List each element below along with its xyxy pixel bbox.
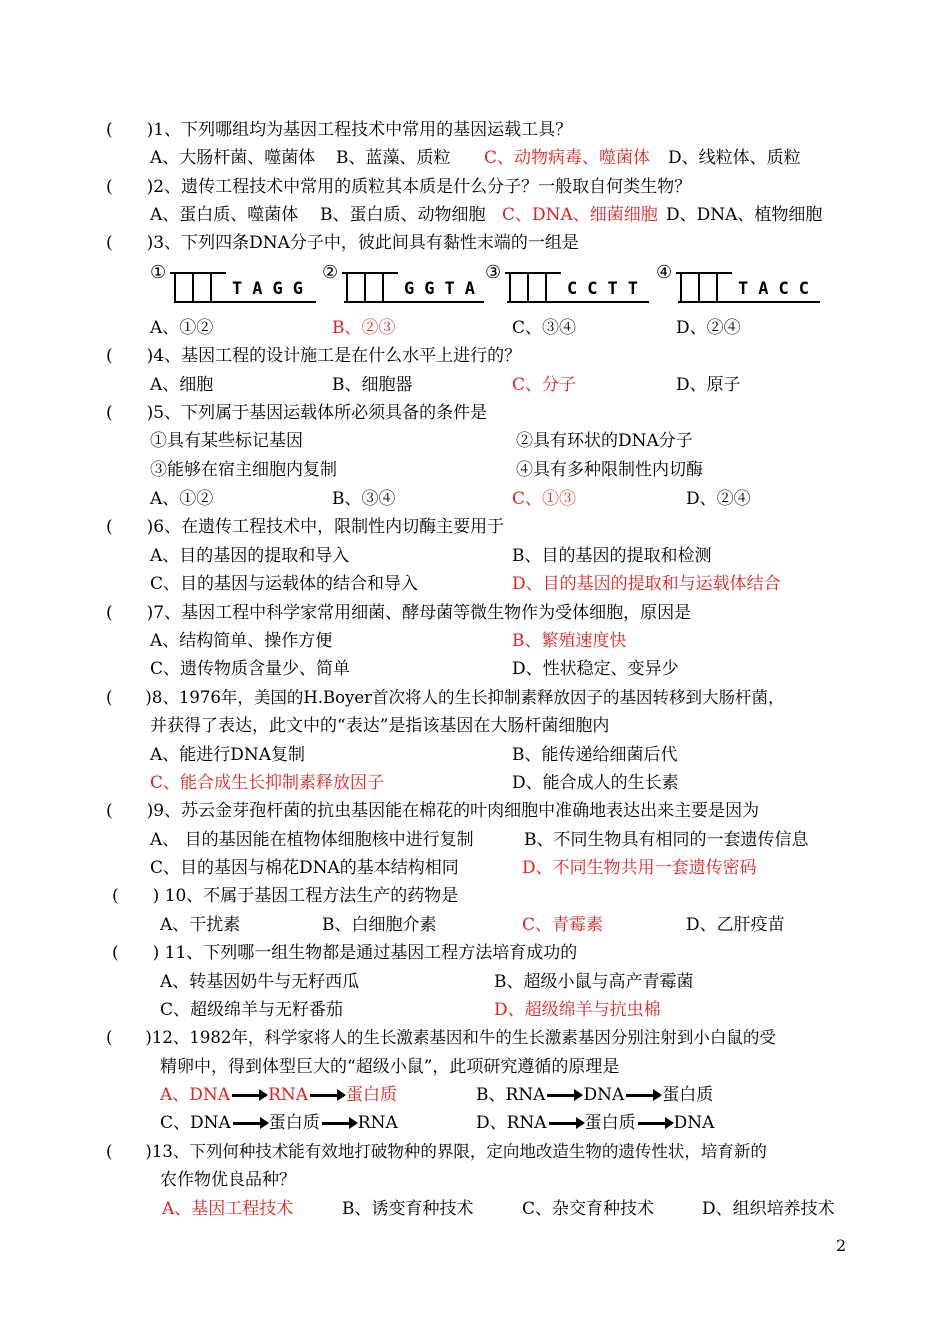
q4-option-b: B、细胞器 [332,375,413,395]
q11-stem: ( ) 11、下列哪一组生物都是通过基因工程方法培育成功的 [112,943,578,963]
pathway-step: B、RNA [476,1085,546,1105]
pathway-step: DNA [673,1113,715,1133]
q5-option-b: B、③④ [332,489,396,509]
q13-option-d: D、组织培养技术 [702,1199,835,1219]
fragment-sequence: TAGG [232,279,313,299]
q3-option-d: D、②④ [676,318,741,338]
pathway-step: 蛋白质 [584,1113,636,1133]
page-number: 2 [836,1236,847,1255]
q9-option-d: D、不同生物共用一套遗传密码 [522,858,757,878]
pathway-step: 蛋白质 [662,1085,714,1105]
q3-option-b: B、②③ [332,318,396,338]
q7-stem: ( )7、基因工程中科学家常用细菌、酵母菌等微生物作为受体细胞，原因是 [106,603,692,623]
q11-option-c: C、超级绵羊与无籽番茄 [160,1000,344,1020]
pathway-step: 蛋白质 [346,1085,398,1105]
arrow-icon [232,1094,266,1097]
q13-option-a: A、基因工程技术 [162,1199,294,1219]
q1-option-b: B、蓝藻、质粒 [336,148,451,168]
q5-item-2: ②具有环状的DNA分子 [516,431,693,451]
q4-option-c: C、分子 [512,375,577,395]
q5-item-1: ①具有某些标记基因 [150,431,303,451]
q7-option-a: A、结构简单、操作方便 [150,631,333,651]
q13-stem-continued: 农作物优良品种？ [160,1170,296,1190]
fragment-number: ④ [656,262,673,283]
q10-option-c: C、青霉素 [522,915,604,935]
q9-stem: ( )9、苏云金芽孢杆菌的抗虫基因能在棉花的叶肉细胞中准确地表达出来主要是因为 [106,801,760,821]
q2-option-b: B、蛋白质、动物细胞 [320,205,486,225]
fragment-sequence: CCTT [567,279,648,299]
q12-stem: ( )12、1982年，科学家将人的生长激素基因和牛的生长激素基因分别注射到小白鼠的受 [106,1028,776,1047]
fragment-number: ② [322,262,339,283]
q2-stem: ( )2、遗传工程技术中常用的质粒其本质是什么分子？一般取自何类生物？ [106,177,692,197]
q13-option-b: B、诱变育种技术 [342,1199,474,1219]
q12-stem-continued: 精卵中，得到体型巨大的“超级小鼠”，此项研究遵循的原理是 [160,1057,620,1077]
q12-option-c [160,1112,398,1134]
fragment-number: ① [150,262,167,283]
q11-option-d: D、超级绵羊与抗虫棉 [494,1000,661,1020]
q2-option-a: A、蛋白质、噬菌体 [150,205,299,225]
arrow-icon [638,1122,672,1125]
q8-stem-continued: 并获得了表达，此文中的“表达”是指该基因在大肠杆菌细胞内 [150,716,610,736]
q2-option-d: D、DNA、植物细胞 [666,205,823,225]
q6-option-d: D、目的基因的提取和与运载体结合 [512,574,781,594]
q6-option-a: A、目的基因的提取和导入 [150,546,350,566]
pathway-step: A、DNA [160,1085,231,1105]
pathway-step: 蛋白质 [268,1113,320,1133]
q3-stem: ( )3、下列四条DNA分子中，彼此间具有黏性末端的一组是 [106,233,579,253]
q8-stem: ( )8、1976年，美国的H.Boyer首次将人的生长抑制素释放因子的基因转移到大肠杆菌， [106,688,785,707]
q1-option-c: C、动物病毒、噬菌体 [484,148,651,168]
q8-option-b: B、能传递给细菌后代 [512,745,678,765]
dna-fragment-1 [150,262,320,308]
q9-option-b: B、不同生物具有相同的一套遗传信息 [524,830,809,850]
pathway-step: RNA [268,1085,309,1105]
q4-option-d: D、原子 [676,375,741,395]
q10-option-b: B、白细胞介素 [322,915,437,935]
pathway-step: D、RNA [476,1113,547,1133]
q10-option-d: D、乙肝疫苗 [686,915,785,935]
q8-option-d: D、能合成人的生长素 [512,773,679,793]
dna-fragment-4 [656,262,826,308]
pathway-step: RNA [357,1113,398,1133]
q6-option-c: C、目的基因与运载体的结合和导入 [150,574,419,594]
q9-option-a: A、 目的基因能在植物体细胞核中进行复制 [150,830,474,850]
q9-option-c: C、目的基因与棉花DNA的基本结构相同 [150,858,459,878]
dna-fragment-3 [485,262,655,308]
q10-stem: ( ) 10、不属于基因工程方法生产的药物是 [112,886,459,906]
q13-stem: ( )13、下列何种技术能有效地打破物种的界限，定向地改造生物的遗传性状，培育新的 [106,1142,767,1161]
q7-option-d: D、性状稳定、变异少 [512,659,679,679]
arrow-icon [549,1122,583,1125]
q12-option-b [476,1084,713,1106]
q4-stem: ( )4、基因工程的设计施工是在什么水平上进行的？ [106,346,522,366]
q8-option-c: C、能合成生长抑制素释放因子 [150,773,385,793]
q4-option-a: A、细胞 [150,375,214,395]
q11-option-b: B、超级小鼠与高产青霉菌 [494,972,694,992]
q2-option-c: C、DNA、细菌细胞 [502,205,658,225]
q5-option-a: A、①② [150,489,214,509]
q1-option-a: A、大肠杆菌、噬菌体 [150,148,316,168]
q5-option-c: C、①③ [512,489,577,509]
q5-item-3: ③能够在宿主细胞内复制 [150,460,337,480]
q12-option-a [160,1084,397,1106]
q5-item-4: ④具有多种限制性内切酶 [516,460,703,480]
arrow-icon [322,1122,356,1125]
q5-option-d: D、②④ [686,489,751,509]
arrow-icon [233,1122,267,1125]
q7-option-c: C、遗传物质含量少、简单 [150,659,351,679]
q10-option-a: A、干扰素 [160,915,241,935]
q7-option-b: B、繁殖速度快 [512,631,627,651]
arrow-icon [310,1094,344,1097]
pathway-step: C、DNA [160,1113,231,1133]
arrow-icon [547,1094,581,1097]
fragment-sequence: TACC [738,279,819,299]
arrow-icon [626,1094,660,1097]
q1-option-d: D、线粒体、质粒 [668,148,801,168]
q8-option-a: A、能进行DNA复制 [150,745,306,765]
q1-stem: ( )1、下列哪组均为基因工程技术中常用的基因运载工具？ [106,120,573,140]
q11-option-a: A、转基因奶牛与无籽西瓜 [160,972,360,992]
fragment-sequence: GGTA [404,279,485,299]
q3-option-c: C、③④ [512,318,577,338]
q5-stem: ( )5、下列属于基因运载体所必须具备的条件是 [106,403,488,423]
q3-option-a: A、①② [150,318,214,338]
fragment-number: ③ [485,262,502,283]
q6-stem: ( )6、在遗传工程技术中，限制性内切酶主要用于 [106,517,505,537]
q13-option-c: C、杂交育种技术 [522,1199,655,1219]
q6-option-b: B、目的基因的提取和检测 [512,546,712,566]
dna-fragment-2 [322,262,492,308]
q12-option-d [476,1112,714,1134]
pathway-step: DNA [583,1085,625,1105]
